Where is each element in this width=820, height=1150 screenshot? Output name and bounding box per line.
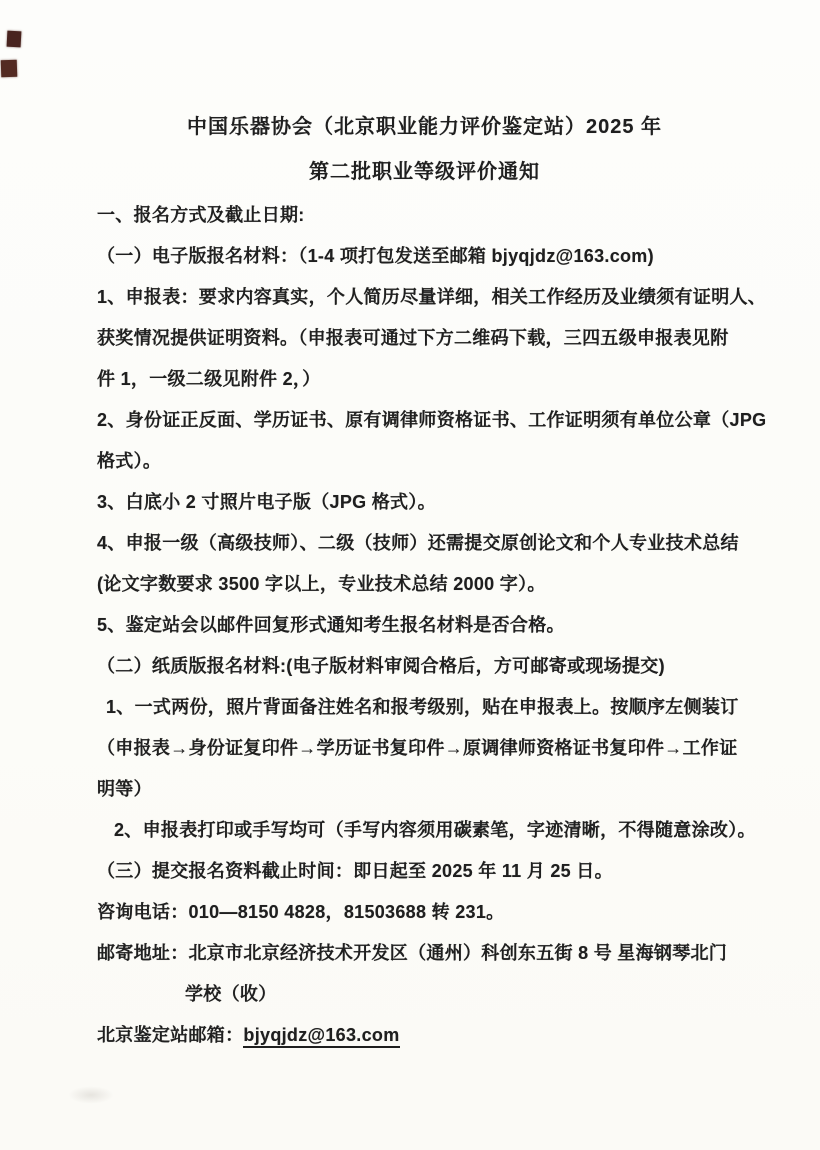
paper-item-1-line-1: 1、一式两份，照片背面备注姓名和报考级别，贴在申报表上。按顺序左侧装订 xyxy=(106,697,739,717)
scan-smudge xyxy=(68,1086,114,1104)
section-1-heading: 一、报名方式及截止日期: xyxy=(97,205,305,225)
doc-title-line-2: 第二批职业等级评价通知 xyxy=(309,161,540,183)
mailing-address-line-1: 邮寄地址：北京市北京经济技术开发区（通州）科创东五街 8 号 星海钢琴北门 xyxy=(97,943,728,963)
email-line xyxy=(97,1015,752,1056)
email-label: 北京鉴定站邮箱： xyxy=(97,1025,244,1045)
item-4-line-1: 4、申报一级（高级技师）、二级（技师）还需提交原创论文和个人专业技术总结 xyxy=(97,533,739,553)
item-2-line-2: 格式）。 xyxy=(97,451,162,471)
item-1-line-2: 获奖情况提供证明资料。（申报表可通过下方二维码下载，三四五级申报表见附 xyxy=(97,328,729,348)
paper-item-2-line-1: 2、申报表打印或手写均可（手写内容须用碳素笔，字迹清晰，不得随意涂改）。 xyxy=(114,820,756,840)
doc-title-line-1: 中国乐器协会（北京职业能力评价鉴定站）2025 年 xyxy=(186,116,663,138)
phone-line: 咨询电话：010—8150 4828，81503688 转 231。 xyxy=(97,902,505,922)
section-1-1-heading: （一）电子版报名材料：（1-4 项打包发送至邮箱 bjyqjdz@163.com) xyxy=(97,246,654,266)
mailing-address-line-2: 学校（收） xyxy=(185,984,277,1004)
paper-item-1-line-3: 明等） xyxy=(97,779,152,799)
paper-item-1-line-2: （申报表→身份证复印件→学历证书复印件→原调律师资格证书复印件→工作证 xyxy=(97,738,738,758)
item-4-line-2: (论文字数要求 3500 字以上，专业技术总结 2000 字）。 xyxy=(97,574,546,594)
email-address: bjyqjdz@163.com xyxy=(243,1025,399,1048)
section-1-2-heading: （二）纸质版报名材料:(电子版材料审阅合格后，方可邮寄或现场提交) xyxy=(97,656,665,676)
item-1-line-1: 1、申报表：要求内容真实，个人简历尽量详细，相关工作经历及业绩须有证明人、 xyxy=(97,287,767,307)
item-2-line-1: 2、身份证正反面、学历证书、原有调律师资格证书、工作证明须有单位公章（JPG xyxy=(97,410,767,430)
item-5-line-1: 5、鉴定站会以邮件回复形式通知考生报名材料是否合格。 xyxy=(97,615,565,635)
scan-artifact-mark-1 xyxy=(7,31,22,48)
notice-body xyxy=(97,105,767,1056)
scan-artifact-mark-2 xyxy=(1,60,18,78)
item-3-line-1: 3、白底小 2 寸照片电子版（JPG 格式）。 xyxy=(97,492,436,512)
item-1-line-3: 件 1，一级二级见附件 2，） xyxy=(97,369,321,389)
section-1-3-heading: （三）提交报名资料截止时间：即日起至 2025 年 11 月 25 日。 xyxy=(97,861,613,881)
